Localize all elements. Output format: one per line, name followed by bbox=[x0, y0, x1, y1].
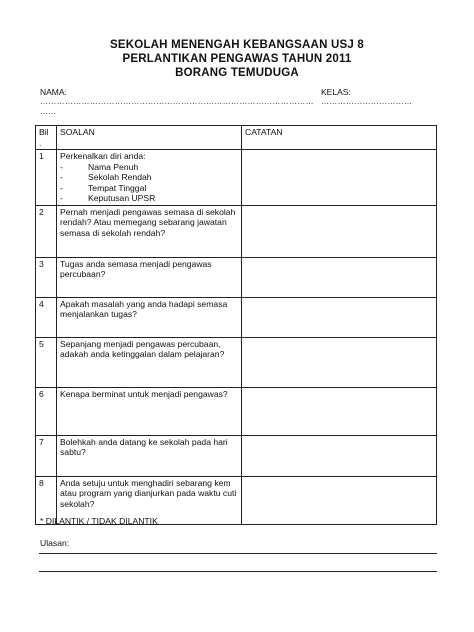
question-text: Pernah menjadi pengawas semasa di sekolah rendah? Atau memegang sebarang jawatan semasa di sekolah rendah? bbox=[57, 205, 242, 257]
question-text: Kenapa berminat untuk menjadi pengawas? bbox=[57, 387, 242, 435]
list-item: - Sekolah Rendah bbox=[60, 172, 152, 182]
question-cell bbox=[57, 150, 242, 206]
notes-cell[interactable] bbox=[242, 297, 437, 337]
header-bil: Bil . bbox=[36, 126, 57, 150]
table-row bbox=[36, 435, 437, 476]
question-text: Tugas anda semasa menjadi pengawas percubaan? bbox=[57, 257, 242, 297]
table-header-row bbox=[36, 126, 437, 150]
row-number: 3 bbox=[36, 257, 57, 297]
row-number: 4 bbox=[36, 297, 57, 337]
table-row bbox=[36, 337, 437, 387]
row-number: 6 bbox=[36, 387, 57, 435]
table-row bbox=[36, 150, 437, 206]
row-number: 5 bbox=[36, 337, 57, 387]
appointment-title: PERLANTIKAN PENGAWAS TAHUN 2011 bbox=[122, 53, 352, 65]
question-sublist bbox=[60, 162, 238, 204]
form-name: BORANG TEMUDUGA bbox=[175, 67, 299, 79]
notes-cell[interactable] bbox=[242, 476, 437, 524]
ulasan-label: Ulasan: bbox=[40, 538, 70, 548]
list-item: - Nama Penuh bbox=[60, 161, 139, 172]
ulasan-line[interactable] bbox=[39, 553, 437, 554]
table-row bbox=[36, 297, 437, 337]
school-name: SEKOLAH MENENGAH KEBANGSAAN USJ 8 bbox=[110, 39, 364, 51]
notes-cell[interactable] bbox=[242, 205, 437, 257]
appointment-status[interactable]: * DILANTIK / TIDAK DILANTIK bbox=[40, 516, 158, 526]
notes-cell[interactable] bbox=[242, 150, 437, 206]
notes-cell[interactable] bbox=[242, 435, 437, 476]
table-row bbox=[36, 257, 437, 297]
question-text: Anda setuju untuk menghadiri sebarang kem atau program yang dianjurkan pada waktu cuti sekolah? bbox=[57, 476, 242, 524]
row-number: 7 bbox=[36, 435, 57, 476]
row-number: 8 bbox=[36, 476, 57, 524]
notes-cell[interactable] bbox=[242, 337, 437, 387]
notes-cell[interactable] bbox=[242, 387, 437, 435]
header-soalan: SOALAN bbox=[57, 126, 242, 150]
nama-field[interactable]: ……………………………………………………………………………………… bbox=[40, 97, 314, 106]
row-number: 2 bbox=[36, 205, 57, 257]
nama-field-continued[interactable]: …… bbox=[40, 107, 57, 116]
header-catatan: CATATAN bbox=[242, 126, 437, 150]
question-text: Apakah masalah yang anda hadapi semasa menjalankan tugas? bbox=[57, 297, 242, 337]
row-number: 1 bbox=[36, 150, 57, 206]
question-text: Perkenalkan diri anda: bbox=[60, 151, 146, 161]
interview-table bbox=[35, 125, 437, 525]
table-row bbox=[36, 205, 437, 257]
nama-label: NAMA: bbox=[40, 87, 67, 97]
table-row bbox=[36, 387, 437, 435]
form-title bbox=[0, 38, 474, 80]
notes-cell[interactable] bbox=[242, 257, 437, 297]
question-text: Sepanjang menjadi pengawas percubaan, adakah anda ketinggalan dalam pelajaran? bbox=[57, 337, 242, 387]
list-item: - Tempat Tinggal bbox=[60, 182, 147, 193]
list-item: - Keputusan UPSR bbox=[60, 193, 156, 203]
question-text: Bolehkah anda datang ke sekolah pada hari sabtu? bbox=[57, 435, 242, 476]
kelas-field[interactable]: …………………………… bbox=[321, 97, 413, 106]
kelas-label: KELAS: bbox=[321, 87, 351, 97]
ulasan-line[interactable] bbox=[39, 571, 437, 572]
